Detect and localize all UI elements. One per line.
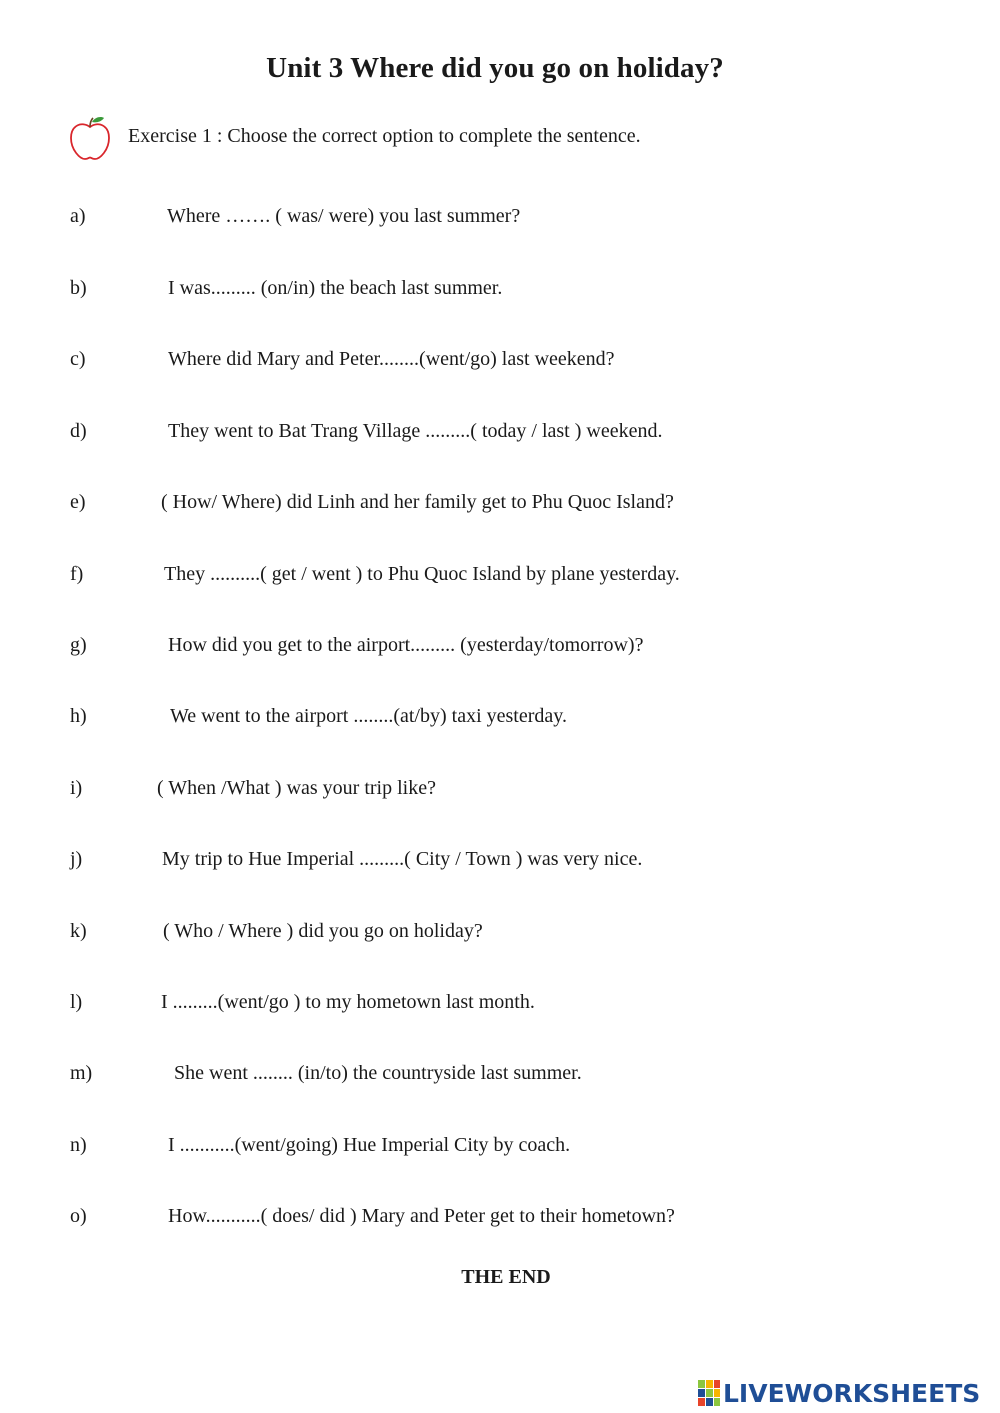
question-letter: d) <box>70 420 87 442</box>
question-letter: e) <box>70 491 86 513</box>
question-row-i <box>0 777 1000 807</box>
question-text: ( When /What ) was your trip like? <box>157 777 436 799</box>
exercise-instruction: Exercise 1 : Choose the correct option to complete the sentence. <box>128 125 641 147</box>
question-row-o <box>0 1205 1000 1235</box>
question-letter: c) <box>70 348 86 370</box>
question-text: How did you get to the airport......... (yesterday/tomorrow)? <box>168 634 644 656</box>
question-text: ( How/ Where) did Linh and her family get to Phu Quoc Island? <box>161 491 674 513</box>
question-row-j <box>0 848 1000 878</box>
question-row-a <box>0 205 1000 235</box>
question-text: She went ........ (in/to) the countryside last summer. <box>174 1062 582 1084</box>
question-text: Where ……. ( was/ were) you last summer? <box>167 205 521 227</box>
liveworksheets-logo <box>697 1378 980 1408</box>
question-letter: f) <box>70 563 84 585</box>
question-row-h <box>0 705 1000 735</box>
question-row-c <box>0 348 1000 378</box>
logo-text: LIVEWORKSHEETS <box>723 1378 981 1408</box>
question-letter: k) <box>70 920 87 942</box>
end-label: THE END <box>461 1266 551 1288</box>
question-text: How...........( does/ did ) Mary and Peter get to their hometown? <box>168 1205 675 1227</box>
question-row-n <box>0 1134 1000 1164</box>
question-letter: o) <box>70 1205 87 1227</box>
question-letter: l) <box>70 991 83 1013</box>
question-row-l <box>0 991 1000 1021</box>
liveworksheets-logo-icon <box>697 1379 721 1407</box>
question-letter: g) <box>70 634 87 656</box>
question-letter: h) <box>70 705 87 727</box>
question-row-f <box>0 563 1000 593</box>
question-letter: a) <box>70 205 86 227</box>
question-letter: b) <box>70 277 87 299</box>
question-row-m <box>0 1062 1000 1092</box>
page-title: Unit 3 Where did you go on holiday? <box>266 52 724 84</box>
question-text: They went to Bat Trang Village .........( today / last ) weekend. <box>168 420 663 442</box>
question-text: Where did Mary and Peter........(went/go) last weekend? <box>168 348 615 370</box>
question-row-b <box>0 277 1000 307</box>
question-letter: j) <box>70 848 83 870</box>
question-row-d <box>0 420 1000 450</box>
question-row-k <box>0 920 1000 950</box>
question-text: I was......... (on/in) the beach last summer. <box>168 277 503 299</box>
question-text: We went to the airport ........(at/by) taxi yesterday. <box>170 705 567 727</box>
question-text: I ...........(went/going) Hue Imperial City by coach. <box>168 1134 571 1156</box>
question-text: My trip to Hue Imperial .........( City / Town ) was very nice. <box>162 848 643 870</box>
question-row-g <box>0 634 1000 664</box>
question-text: ( Who / Where ) did you go on holiday? <box>163 920 483 942</box>
question-letter: i) <box>70 777 83 799</box>
question-text: They ..........( get / went ) to Phu Quoc Island by plane yesterday. <box>164 563 680 585</box>
question-row-e <box>0 491 1000 521</box>
question-letter: n) <box>70 1134 87 1156</box>
question-letter: m) <box>70 1062 93 1084</box>
question-text: I .........(went/go ) to my hometown last month. <box>161 991 535 1013</box>
